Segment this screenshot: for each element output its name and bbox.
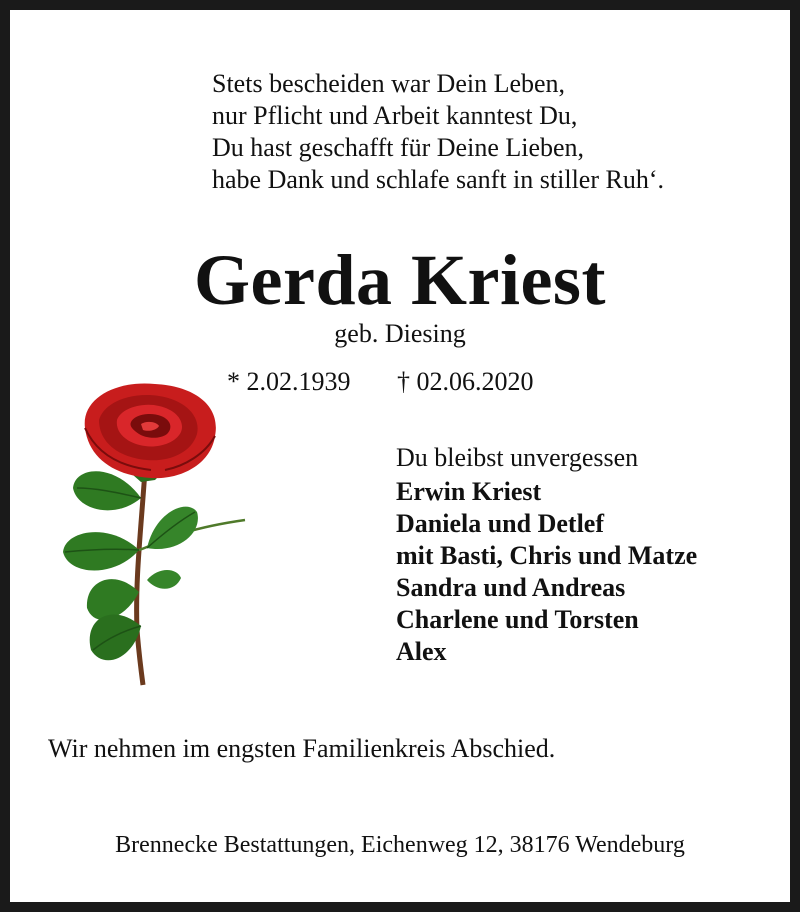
mourners-lead: Du bleibst unvergessen [396,443,639,472]
family-member: Charlene und Torsten [396,605,639,634]
poem-line: Stets bescheiden war Dein Leben, [212,69,566,98]
death-date: † 02.06.2020 [397,367,534,396]
birth-date: * 2.02.1939 [227,367,351,396]
mourners-block [396,442,697,668]
family-list [396,476,697,668]
family-member: mit Basti, Chris und Matze [396,541,698,570]
maiden-name: geb. Diesing [334,319,466,348]
family-member: Daniela und Detlef [396,509,604,538]
life-dates [227,366,534,398]
family-member: Erwin Kriest [396,477,542,506]
farewell-note: Wir nehmen im engsten Familienkreis Abschied. [48,734,556,763]
poem-line: nur Pflicht und Arbeit kanntest Du, [212,101,578,130]
poem [212,68,664,196]
poem-line: habe Dank und schlafe sanft in stiller Ruh‘. [212,165,664,194]
red-rose-icon [55,380,265,690]
family-member: Sandra und Andreas [396,573,626,602]
deceased-name: Gerda Kriest [194,240,606,320]
poem-line: Du hast geschafft für Deine Lieben, [212,133,585,162]
family-member: Alex [396,637,447,666]
funeral-home: Brennecke Bestattungen, Eichenweg 12, 38176 Wendeburg [115,832,685,858]
